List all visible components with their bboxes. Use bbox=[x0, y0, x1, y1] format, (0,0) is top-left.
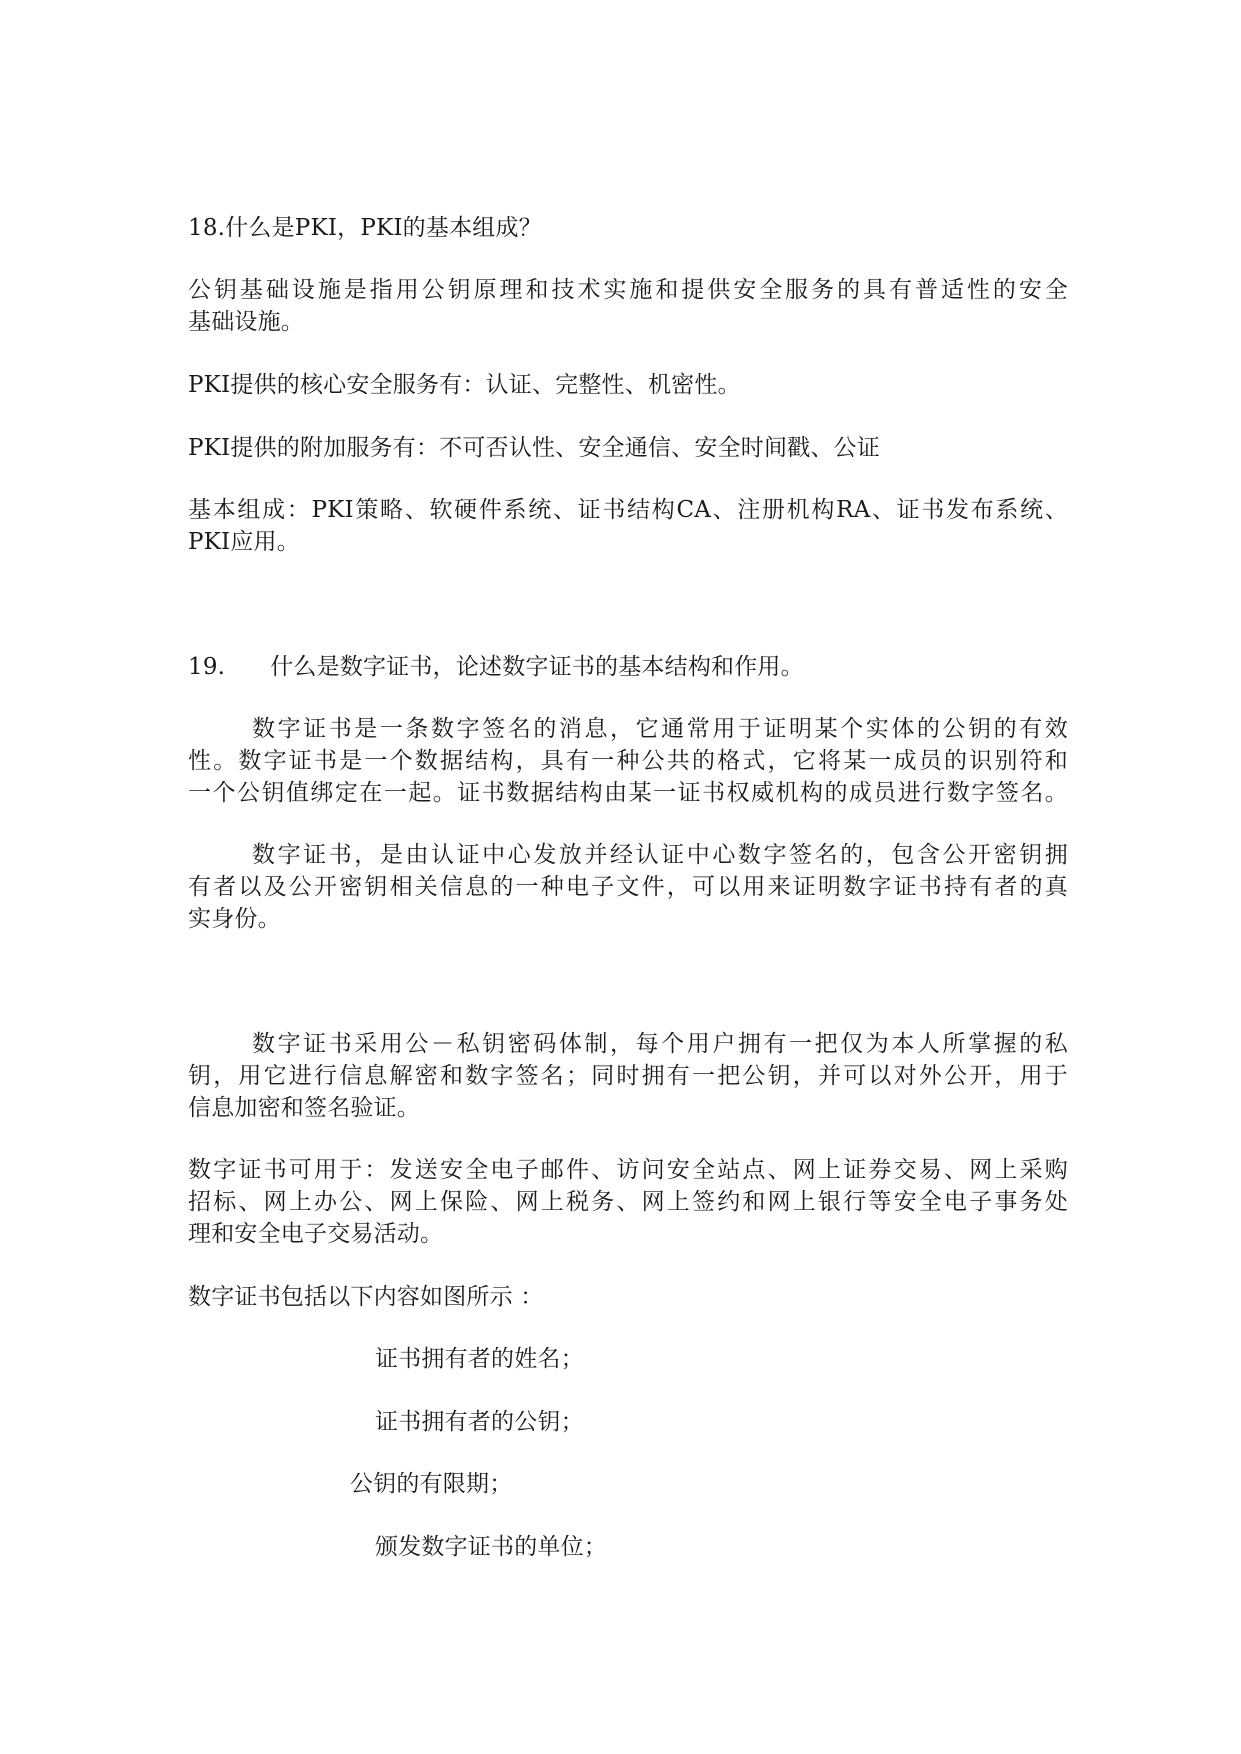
q19-p2-line-2: 有者以及公开密钥相关信息的一种电子文件，可以用来证明数字证书持有者的真 bbox=[188, 874, 1068, 900]
q18-components-line-2: PKI应用。 bbox=[188, 529, 300, 555]
q19-contents-item-2: 证书拥有者的公钥； bbox=[375, 1409, 584, 1435]
q19-contents-intro: 数字证书包括以下内容如图所示 ： bbox=[188, 1284, 544, 1310]
q18-core-services: PKI提供的核心安全服务有：认证、完整性、机密性。 bbox=[188, 372, 741, 398]
q19-p3-line-2: 钥，用它进行信息解密和数字签名；同时拥有一把公钥，并可以对外公开，用于 bbox=[188, 1063, 1068, 1089]
q19-contents-item-3: 公钥的有限期； bbox=[350, 1471, 513, 1497]
q19-title: 什么是数字证书，论述数字证书的基本结构和作用。 bbox=[270, 654, 804, 680]
q19-p3-line-3: 信息加密和签名验证。 bbox=[188, 1095, 420, 1121]
q19-uses-line-3: 理和安全电子交易活动。 bbox=[188, 1221, 444, 1247]
q18-extra-services: PKI提供的附加服务有：不可否认性、安全通信、安全时间戳、公证 bbox=[188, 435, 880, 461]
q18-components-line-1: 基本组成：PKI策略、软硬件系统、证书结构CA、注册机构RA、证书发布系统、 bbox=[188, 497, 1068, 523]
q19-number: 19. bbox=[188, 654, 226, 680]
q18-definition-line-1: 公钥基础设施是指用公钥原理和技术实施和提供安全服务的具有普适性的安全 bbox=[188, 277, 1068, 303]
q18-definition-line-2: 基础设施。 bbox=[188, 309, 304, 335]
q19-uses-line-2: 招标、网上办公、网上保险、网上税务、网上签约和网上银行等安全电子事务处 bbox=[188, 1189, 1068, 1215]
q19-p3-line-1: 数字证书采用公－私钥密码体制，每个用户拥有一把仅为本人所掌握的私 bbox=[252, 1031, 1068, 1057]
q19-p1-line-1: 数字证书是一条数字签名的消息，它通常用于证明某个实体的公钥的有效 bbox=[252, 716, 1068, 742]
q19-uses-line-1: 数字证书可用于：发送安全电子邮件、访问安全站点、网上证券交易、网上采购 bbox=[188, 1157, 1068, 1183]
q19-contents-item-1: 证书拥有者的姓名； bbox=[375, 1346, 584, 1372]
q19-contents-item-4: 颁发数字证书的单位； bbox=[375, 1534, 607, 1560]
q18-title: 18.什么是PKI，PKI的基本组成？ bbox=[188, 215, 542, 241]
q19-p1-line-3: 一个公钥值绑定在一起。证书数据结构由某一证书权威机构的成员进行数字签名。 bbox=[188, 780, 1068, 806]
q19-p1-line-2: 性。数字证书是一个数据结构，具有一种公共的格式，它将某一成员的识别符和 bbox=[188, 748, 1068, 774]
q19-heading bbox=[188, 651, 1068, 683]
q19-p2-line-1: 数字证书，是由认证中心发放并经认证中心数字签名的，包含公开密钥拥 bbox=[252, 842, 1068, 868]
q19-p2-line-3: 实身份。 bbox=[188, 906, 281, 932]
